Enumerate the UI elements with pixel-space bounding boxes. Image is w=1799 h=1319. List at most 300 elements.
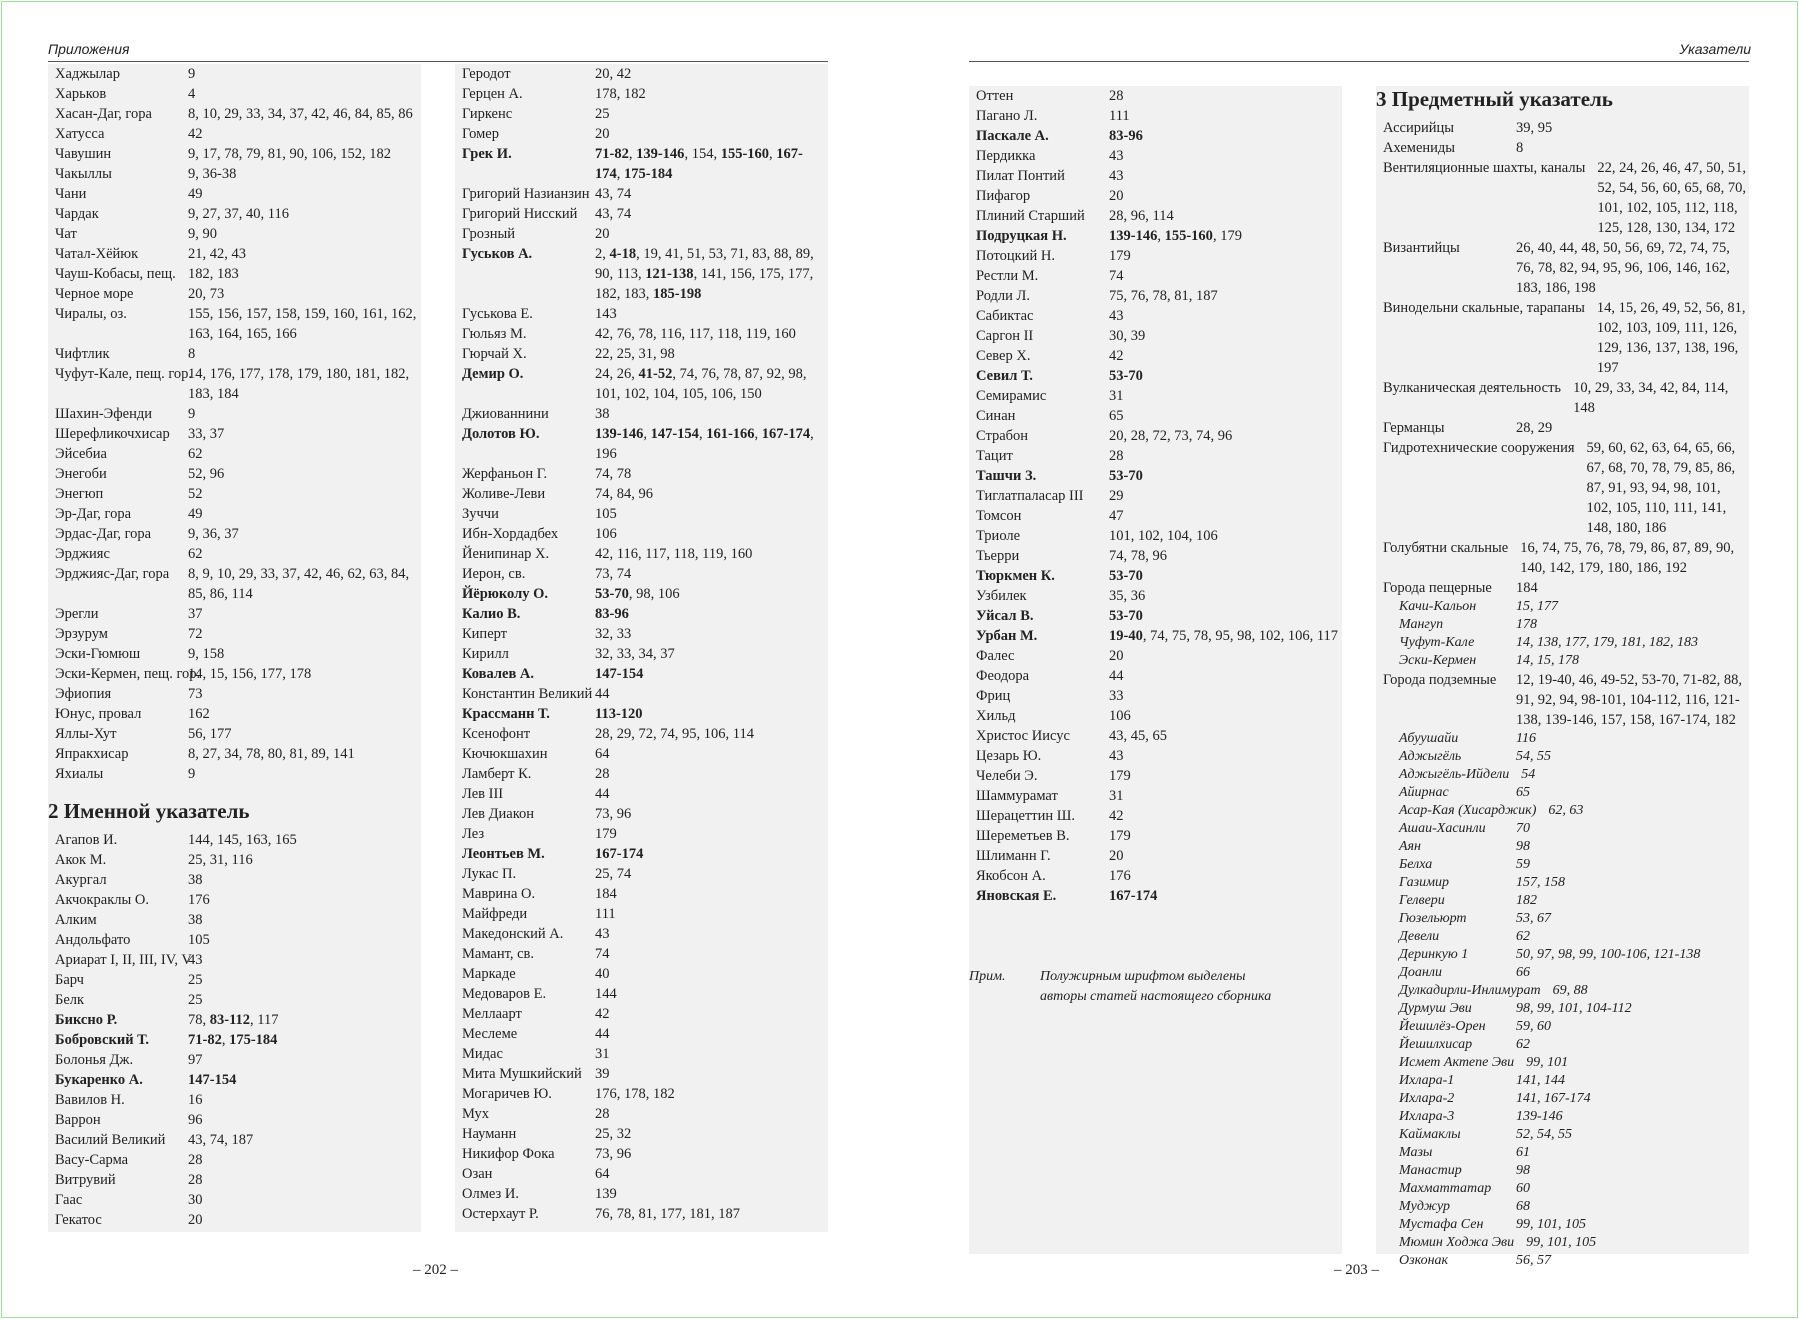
index-entry [1376,1216,1749,1234]
entry-pages: 52, 54, 55 [1516,1127,1572,1142]
index-entry [48,870,421,890]
entry-pages: 50, 97, 98, 99, 100-106, 121-138 [1516,947,1701,962]
index-entry [455,1184,828,1204]
entry-term: Григорий Нисский [462,206,578,222]
entry-term: Энегюп [55,486,104,502]
entry-term: Энегоби [55,466,107,482]
entry-term: Каймаклы [1399,1127,1461,1142]
footnote-text: Полужирным шрифтом выделены авторы статей настоящего сборника [1040,969,1272,1004]
index-entry [48,950,421,970]
entry-term: Чат [55,226,77,242]
index-entry [455,544,828,564]
entry-term: Ихлара-2 [1399,1091,1455,1106]
entry-pages: 10, 29, 33, 34, 42, 84, 114, 148 [1573,380,1729,416]
index-entry [1376,1144,1749,1162]
entry-term: Аджыгёль [1399,749,1462,764]
index-entry [455,844,828,864]
index-entry [969,786,1342,806]
entry-term: Андольфато [55,932,131,948]
entry-term: Аян [1399,839,1422,854]
index-entry [455,1044,828,1064]
entry-pages: 43 [1109,748,1124,764]
index-entry [969,726,1342,746]
index-column-1 [48,64,421,1232]
entry-term: Махматтатар [1399,1181,1492,1196]
entry-term: Дурмуш Эви [1399,1001,1472,1016]
header-rule-left [48,61,828,62]
entry-pages: 73, 74 [595,566,632,582]
entry-term: Чифтлик [55,346,110,362]
entry-term: Белха [1399,857,1433,872]
page-number-left: – 202 – [413,1262,458,1278]
index-entry [969,186,1342,206]
entry-term: Тьерри [976,548,1020,564]
entry-term: Якобсон А. [976,868,1046,884]
entry-term: Жерфаньон Г. [462,466,548,482]
entry-pages: 74, 78, 96 [1109,548,1167,564]
entry-term: Гюльяз М. [462,326,527,342]
entry-pages: 157, 158 [1516,875,1565,890]
entry-pages: 14, 15, 156, 177, 178 [188,666,312,682]
entry-pages: 68 [1516,1199,1530,1214]
entry-pages: 72 [188,626,203,642]
entry-pages: 33, 37 [188,426,225,442]
entry-pages: 9, 158 [188,646,225,662]
entry-term: Витрувий [55,1172,116,1188]
entry-pages: 14, 15, 178 [1516,653,1579,668]
entry-pages: 28 [188,1152,203,1168]
index-entry [1376,802,1749,820]
entry-pages: 8, 9, 10, 29, 33, 37, 42, 46, 62, 63, 84, 85, 86, 114 [188,566,410,602]
entry-term: Эски-Кермен [1399,653,1477,668]
entry-pages: 2, 4-18, 19, 41, 51, 53, 71, 83, 88, 89, 90, 113, 121-138, 141, 156, 175, 177, 182, 183, 185-198 [595,246,814,302]
entry-pages: 44 [1109,668,1124,684]
index-entry [455,1064,828,1084]
entry-term: Винодельни скальные, тарапаны [1383,300,1585,316]
entry-term: Демир О. [462,366,524,382]
entry-term: Джиованнини [462,406,549,422]
entry-pages: 64 [595,1166,610,1182]
entry-pages: 65 [1516,785,1530,800]
index-entry [969,126,1342,146]
index-entry [1376,616,1749,634]
index-entry [455,944,828,964]
entry-term: Города подземные [1383,672,1497,688]
index-entry [48,604,421,624]
entry-term: Мита Мушкийский [462,1066,582,1082]
entry-pages: 179 [595,826,617,842]
index-entry [48,104,421,124]
index-entry [455,984,828,1004]
entry-term: Акчокраклы О. [55,892,149,908]
index-entry [969,366,1342,386]
entry-pages: 65 [1109,408,1124,424]
entry-term: Газимир [1399,875,1450,890]
entry-pages: 98 [1516,1163,1530,1178]
entry-pages: 25 [595,106,610,122]
entry-term: Барч [55,972,84,988]
entry-term: Григорий Назианзин [462,186,590,202]
entry-pages: 83-96 [1109,128,1143,144]
entry-term: Саргон II [976,328,1034,344]
index-entry [1376,634,1749,652]
index-entry [48,624,421,644]
entry-term: Хильд [976,708,1016,724]
index-entry [455,704,828,724]
index-entry [969,166,1342,186]
entry-pages: 139-146, 147-154, 161-166, 167-174, 196 [595,426,814,462]
entry-term: Крассманн Т. [462,706,550,722]
entry-term: Шереметьев В. [976,828,1070,844]
entry-term: Челеби Э. [976,768,1038,784]
entry-term: Эски-Гюмюш [55,646,141,662]
index-column-3 [969,86,1342,1254]
entry-pages: 20 [1109,648,1124,664]
entry-term: Муджур [1399,1199,1450,1214]
entry-term: Девели [1399,929,1440,944]
running-header-left: Приложения [48,41,130,57]
entry-pages: 143 [595,306,617,322]
entry-pages: 182, 183 [188,266,239,282]
entry-term: Биксно Р. [55,1012,118,1028]
index-entry [1376,158,1749,238]
index-entry [969,686,1342,706]
index-entry [48,444,421,464]
entry-term: Бобровский Т. [55,1032,150,1048]
index-entry [455,104,828,124]
entry-pages: 59, 60 [1516,1019,1551,1034]
entry-term: Тиглатпаласар III [976,488,1084,504]
index-entry [455,244,828,304]
index-entry [1376,1126,1749,1144]
entry-term: Озан [462,1166,493,1182]
entry-pages: 43, 74 [595,206,632,222]
index-entry [48,524,421,544]
index-entry [969,386,1342,406]
entry-term: Гуськова Е. [462,306,533,322]
entry-term: Могаричев Ю. [462,1086,552,1102]
entry-pages: 83-96 [595,606,629,622]
index-entry [969,866,1342,886]
index-entry [48,930,421,950]
entry-term: Кючюкшахин [462,746,548,762]
index-entry [48,544,421,564]
index-entry [1376,1234,1749,1252]
entry-pages: 44 [595,1026,610,1042]
index-entry [48,304,421,344]
index-entry [455,1124,828,1144]
index-entry [455,304,828,324]
entry-term: Зуччи [462,506,499,522]
entry-pages: 31 [1109,388,1124,404]
index-entry [1376,964,1749,982]
entry-term: Остерхаут Р. [462,1206,539,1222]
entry-pages: 9, 36, 37 [188,526,239,542]
index-entry [1376,856,1749,874]
index-entry [455,904,828,924]
entry-pages: 20, 28, 72, 73, 74, 96 [1109,428,1233,444]
entry-term: Юнус, провал [55,706,142,722]
index-entry [455,64,828,84]
index-entry [969,806,1342,826]
entry-pages: 71-82, 175-184 [188,1032,278,1048]
index-entry [969,486,1342,506]
index-entry [48,344,421,364]
section-title-subjects: 3 Предметный указатель [1376,87,1613,111]
index-entry [1376,748,1749,766]
index-entry [455,624,828,644]
index-entry [1376,874,1749,892]
entry-term: Томсон [976,508,1022,524]
entry-term: Йешилёз-Орен [1399,1019,1486,1034]
entry-pages: 53, 67 [1516,911,1551,926]
entry-pages: 111 [595,906,616,922]
entry-term: Синан [976,408,1016,424]
index-entry [455,684,828,704]
entry-term: Лез [462,826,485,842]
index-entry [48,404,421,424]
entry-pages: 53-70 [1109,608,1143,624]
entry-term: Пифагор [976,188,1031,204]
entry-term: Хатусса [55,126,105,142]
index-column-4 [1376,86,1749,1268]
entry-pages: 25 [188,972,203,988]
entry-term: Ламберт К. [462,766,532,782]
index-entry [969,446,1342,466]
entry-term: Абуушайи [1399,731,1459,746]
index-entry [1376,730,1749,748]
index-entry [1376,1054,1749,1072]
entry-pages: 162 [188,706,210,722]
index-entry [969,326,1342,346]
entry-pages: 16 [188,1092,203,1108]
entry-pages: 98 [1516,839,1530,854]
entry-term: Уйсал В. [976,608,1034,624]
index-entry [48,364,421,404]
index-entry [48,724,421,744]
entry-pages: 49 [188,506,203,522]
entry-pages: 70 [1516,821,1530,836]
entry-term: Доанли [1399,965,1442,980]
entry-pages: 28 [595,766,610,782]
entry-pages: 20, 42 [595,66,632,82]
entry-pages: 62, 63 [1548,803,1584,818]
index-column-2 [455,64,828,1232]
entry-term: Хаджылар [55,66,120,82]
index-entry [1376,438,1749,538]
entry-term: Константин Великий [462,686,593,702]
index-entry [48,830,421,850]
index-entry [48,704,421,724]
entry-pages: 40 [595,966,610,982]
entry-term: Чатал-Хёйюк [55,246,139,262]
entry-pages: 96 [188,1112,203,1128]
entry-term: Грек И. [462,146,512,162]
index-entry [48,764,421,784]
entry-term: Гуськов А. [462,246,533,262]
entry-pages: 35, 36 [1109,588,1146,604]
entry-term: Долотов Ю. [462,426,540,442]
entry-term: Исмет Актепе Эви [1399,1055,1515,1070]
entry-term: Маврина О. [462,886,536,902]
entry-term: Шерефликочхисар [55,426,170,442]
entry-pages: 43 [1109,148,1124,164]
index-entry [1376,670,1749,730]
entry-term: Рестли М. [976,268,1039,284]
entry-term: Фалес [976,648,1015,664]
entry-pages: 39, 95 [1516,120,1553,136]
entry-term: Качи-Кальон [1399,599,1477,614]
index-entry [455,504,828,524]
entry-pages: 59 [1516,857,1530,872]
index-entry [48,744,421,764]
entry-pages: 141, 167-174 [1516,1091,1591,1106]
index-entry [455,1164,828,1184]
index-entry [48,164,421,184]
index-entry [48,1070,421,1090]
index-entry [48,564,421,604]
index-entry [455,364,828,404]
index-entry [455,744,828,764]
entry-term: Василий Великий [55,1132,166,1148]
entry-pages: 31 [595,1046,610,1062]
entry-term: Медоваров Е. [462,986,547,1002]
index-entry [455,184,828,204]
entry-pages: 38 [595,406,610,422]
index-entry [48,504,421,524]
entry-term: Оттен [976,88,1014,104]
entry-pages: 97 [188,1052,203,1068]
entry-term: Родли Л. [976,288,1030,304]
entry-term: Города пещерные [1383,580,1492,596]
entry-term: Чауш-Кобасы, пещ. [55,266,176,282]
entry-pages: 19-40, 74, 75, 78, 95, 98, 102, 106, 117 [1109,628,1339,644]
entry-term: Мидас [462,1046,503,1062]
index-entry [48,664,421,684]
entry-term: Тюркмен К. [976,568,1055,584]
entry-pages: 62 [188,546,203,562]
entry-pages: 30 [188,1192,203,1208]
entry-term: Паскале А. [976,128,1049,144]
entry-pages: 178, 182 [595,86,646,102]
entry-pages: 9, 90 [188,226,217,242]
index-entry [1376,1072,1749,1090]
index-entry [1376,946,1749,964]
entry-pages: 9, 27, 37, 40, 116 [188,206,289,222]
entry-term: Ахемениды [1383,140,1456,156]
entry-term: Тацит [976,448,1013,464]
entry-term: Эрзурум [55,626,108,642]
entry-pages: 20 [1109,848,1124,864]
entry-pages: 99, 101, 105 [1526,1235,1597,1250]
entry-pages: 141, 144 [1516,1073,1565,1088]
entry-pages: 22, 25, 31, 98 [595,346,675,362]
entry-pages: 38 [188,912,203,928]
index-entry [455,1144,828,1164]
index-entry [1376,1000,1749,1018]
entry-pages: 38 [188,872,203,888]
index-entry [48,264,421,284]
index-entry [969,266,1342,286]
entry-term: Чуфут-Кале, пещ. гор. [55,366,193,382]
entry-pages: 105 [595,506,617,522]
entry-pages: 42, 76, 78, 116, 117, 118, 119, 160 [595,326,796,342]
index-entry [48,1150,421,1170]
entry-term: Ихлара-3 [1399,1109,1455,1124]
entry-pages: 24, 26, 41-52, 74, 76, 78, 87, 92, 98, 101, 102, 104, 105, 106, 150 [595,366,807,402]
index-entry [969,206,1342,226]
entry-pages: 73 [188,686,203,702]
index-entry [969,706,1342,726]
index-entry [1376,598,1749,616]
header-rule-right [969,61,1749,62]
index-entry [48,1130,421,1150]
index-entry [1376,982,1749,1000]
index-entry [455,524,828,544]
entry-pages: 43, 74 [595,186,632,202]
index-entry [48,124,421,144]
entry-term: Деринкую 1 [1399,947,1469,962]
index-entry [48,910,421,930]
entry-term: Вулканическая деятельность [1383,380,1562,396]
index-entry [48,1030,421,1050]
entry-pages: 139-146 [1516,1109,1563,1124]
index-entry [1376,538,1749,578]
entry-pages: 43 [1109,308,1124,324]
entry-term: Эйсебиа [55,446,107,462]
entry-pages: 76, 78, 81, 177, 181, 187 [595,1206,740,1222]
entry-pages: 12, 19-40, 46, 49-52, 53-70, 71-82, 88, 91, 92, 94, 98-101, 104-112, 116, 121-138, 139-146, 157, 158, 167-174, 182 [1516,672,1742,728]
entry-term: Потоцкий Н. [976,248,1055,264]
entry-term: Цезарь Ю. [976,748,1042,764]
entry-term: Македонский А. [462,926,564,942]
entry-pages: 60 [1516,1181,1530,1196]
entry-term: Мюмин Ходжа Эви [1399,1235,1515,1250]
entry-pages: 39 [595,1066,610,1082]
entry-pages: 144, 145, 163, 165 [188,832,297,848]
entry-pages: 78, 83-112, 117 [188,1012,279,1028]
index-entry [48,1050,421,1070]
entry-term: Вентиляционные шахты, каналы [1383,160,1586,176]
entry-pages: 116 [1516,731,1536,746]
entry-term: Пагано Л. [976,108,1038,124]
entry-term: Гидротехнические сооружения [1383,440,1575,456]
running-header-right: Указатели [1679,41,1751,57]
index-entry [969,766,1342,786]
entry-term: Чакыллы [55,166,112,182]
index-entry [455,864,828,884]
entry-term: Эрегли [55,606,99,622]
entry-pages: 74, 84, 96 [595,486,653,502]
entry-term: Иерон, св. [462,566,526,582]
entry-pages: 21, 42, 43 [188,246,246,262]
entry-term: Ковалев А. [462,666,535,682]
index-entry [48,850,421,870]
entry-term: Япракхисар [55,746,129,762]
entry-pages: 53-70 [1109,368,1143,384]
entry-term: Букаренко А. [55,1072,143,1088]
index-entry [455,1084,828,1104]
entry-pages: 147-154 [188,1072,237,1088]
entry-pages: 26, 40, 44, 48, 50, 56, 69, 72, 74, 75, 76, 78, 82, 94, 95, 96, 106, 146, 162, 183, 186, 198 [1516,240,1730,296]
entry-term: Озконак [1399,1253,1449,1268]
entry-term: Леонтьев М. [462,846,545,862]
index-entry [1376,892,1749,910]
page-number-right: – 203 – [1334,1262,1379,1278]
index-entry [969,86,1342,106]
entry-pages: 62 [188,446,203,462]
index-entry [1376,1090,1749,1108]
